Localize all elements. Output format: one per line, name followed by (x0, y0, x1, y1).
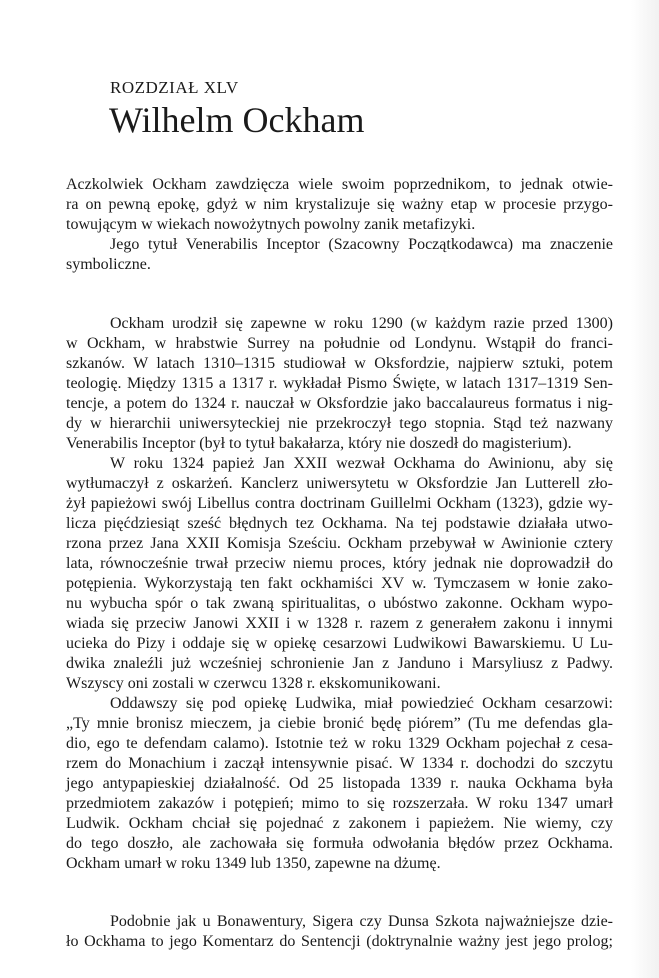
text-line: Ludwik. Ockham chciał się pojednać z zakonem i papieżem. Nie wiemy, czy (66, 815, 613, 832)
text-line: ucieka do Pizy i oddaje się w opiekę cesarzowi Ludwikowi Bawarskiemu. U Lu- (66, 635, 613, 652)
text-line: Podobnie jak u Bonawentury, Sigera czy Dunsa Szkota najważniejsze dzie- (110, 913, 613, 930)
text-line: Wszyscy oni zostali w czerwcu 1328 r. ekskomunikowani. (66, 675, 441, 692)
text-line: nu wybucha spór o tak zwaną spiritualitas, o ubóstwo zakonne. Ockham wypo- (66, 595, 613, 612)
text-line: lata, równocześnie trwał przeciw niemu proces, który jednak nie doprowadził do (66, 555, 613, 572)
text-line: dwika znaleźli już wcześniej schronienie Jan z Janduno i Marsyliusz z Padwy. (66, 655, 613, 672)
text-line: w Ockham, w hrabstwie Surrey na południe od Londynu. Wstąpił do franci- (66, 335, 613, 352)
text-line: do tego doszło, ale zachowała się formuła odwołania błędów przez Ockhama. (66, 835, 613, 852)
text-line: licza pięćdziesiąt sześć błędnych tez Ockhama. Na tej podstawie działała utwo- (66, 515, 613, 532)
page-edge-shadow (631, 0, 659, 978)
text-line: Ockham umarł w roku 1349 lub 1350, zapewne na dżumę. (66, 855, 441, 872)
text-line: tencje, a potem do 1324 r. nauczał w Oksfordzie jako baccalaureus formatus i nig- (66, 395, 613, 412)
text-line: Venerabilis Inceptor (był to tytuł bakałarza, który nie doszedł do magisterium). (66, 435, 572, 452)
text-line: dio, ego te defendam calamo). Istotnie też w roku 1329 Ockham pojechał z cesa- (66, 735, 613, 752)
text-line: potępienia. Wykorzystają ten fakt ockhamiści XV w. Tymczasem w łonie zako- (66, 575, 613, 592)
text-line: Oddawszy się pod opiekę Ludwika, miał powiedzieć Ockham cesarzowi: (110, 695, 613, 712)
text-line: towującym w wiekach nowożytnych powolny zanik metafizyki. (66, 216, 476, 233)
chapter-label: ROZDZIAŁ XLV (110, 78, 239, 97)
text-line: „Ty mnie bronisz mieczem, ja ciebie bronić będę piórem” (Tu me defendas gla- (66, 715, 613, 732)
text-line: Aczkolwiek Ockham zawdzięcza wiele swoim poprzednikom, to jednak otwie- (66, 176, 613, 193)
text-line: teologię. Między 1315 a 1317 r. wykładał Pismo Święte, w latach 1317–1319 Sen- (66, 375, 613, 392)
text-line: szkanów. W latach 1310–1315 studiował w Oksfordzie, najpierw sztuki, potem (66, 355, 613, 372)
text-line: Jego tytuł Venerabilis Inceptor (Szacowny Początkodawca) ma znaczenie (110, 236, 613, 253)
text-line: przedmiotem zakazów i potępień; mimo to się rozszerzała. W roku 1347 umarł (66, 795, 613, 812)
text-line: rzona przez Jana XXII Komisja Sześciu. Ockham przebywał w Awinionie cztery (66, 535, 613, 552)
text-line: dy w hierarchii uniwersyteckiej nie przekroczył tego stopnia. Stąd też nazwany (66, 415, 613, 432)
text-line: żył papieżowi swój Libellus contra doctrinam Guillelmi Ockham (1323), gdzie wy- (66, 495, 613, 512)
text-line: rzem do Monachium i zaczął intensywnie pisać. W 1334 r. dochodzi do szczytu (66, 755, 613, 772)
text-line: wiada się przeciw Janowi XXII i w 1328 r. razem z generałem zakonu i innymi (66, 615, 613, 632)
text-line: ło Ockhama to jego Komentarz do Sentencji (doktrynalnie ważny jest jego prolog; (66, 933, 613, 950)
text-line: W roku 1324 papież Jan XXII wezwał Ockhama do Awinionu, aby się (110, 455, 613, 472)
chapter-title: Wilhelm Ockham (109, 100, 365, 140)
text-line: ra on pewną epokę, gdyż w nim krystalizuje się ważny etap w procesie przygo- (66, 196, 613, 213)
text-line: symboliczne. (66, 256, 151, 273)
text-line: jego antypapieskiej działalność. Od 25 listopada 1339 r. nauka Ockhama była (66, 775, 613, 792)
text-line: Ockham urodził się zapewne w roku 1290 (w każdym razie przed 1300) (110, 315, 613, 332)
text-line: wytłumaczył z oskarżeń. Kanclerz uniwersytetu w Oksfordzie Jan Lutterell zło- (66, 475, 613, 492)
